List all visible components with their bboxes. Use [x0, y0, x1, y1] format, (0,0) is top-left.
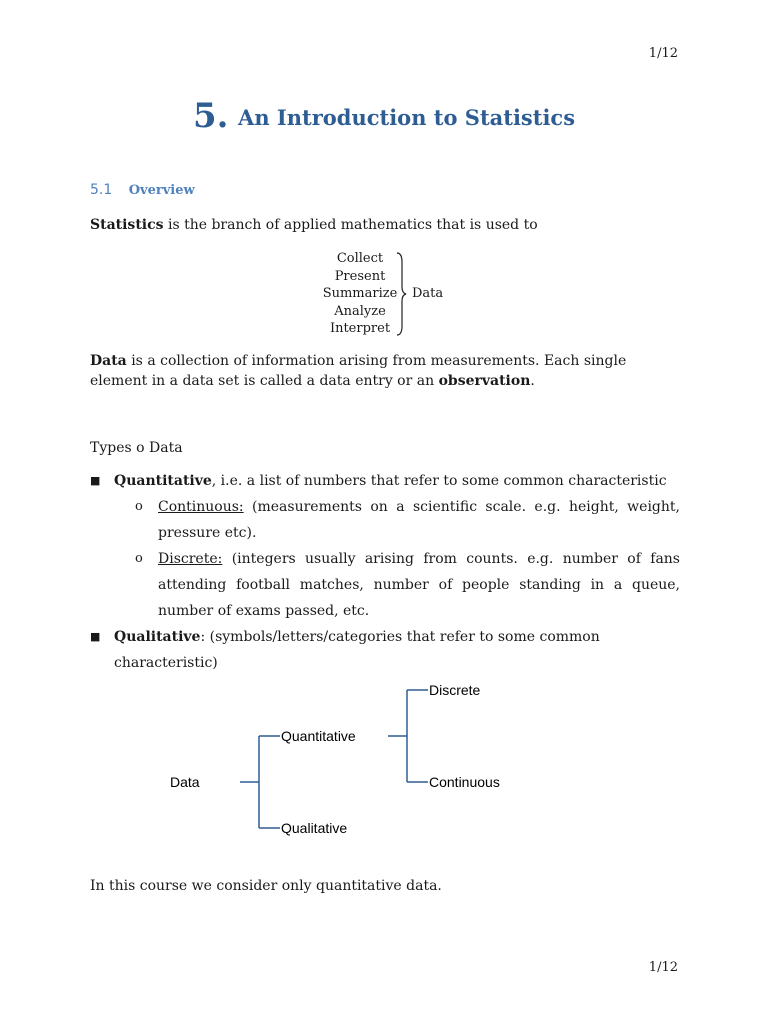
square-bullet-icon: ■ [90, 474, 101, 487]
verb-item: Interpret [329, 321, 391, 336]
closing-paragraph: In this course we consider only quantitative data. [90, 878, 442, 894]
tree-node-data: Data [170, 774, 200, 790]
page-number-bottom: 1/12 [648, 960, 678, 975]
tree-node-qualitative: Qualitative [281, 820, 348, 836]
intro-term: Statistics [90, 217, 164, 233]
circle-bullet-icon: o [135, 551, 143, 566]
definition-term: Data [90, 353, 127, 369]
verb-object: Data [412, 286, 444, 301]
verb-item: Present [334, 268, 386, 284]
verb-item: Summarize [322, 286, 398, 301]
tree-node-continuous: Continuous [429, 774, 500, 790]
page-number-top: 1/12 [648, 46, 678, 61]
section-number: 5.1 [90, 182, 113, 198]
intro-text: is the branch of applied mathematics that is used to [163, 217, 538, 233]
definition-term-observation: observation [438, 372, 531, 389]
discrete-label: Discrete: [158, 551, 223, 567]
chapter-title: An Introduction to Statistics [238, 105, 576, 130]
definition-end: . [530, 372, 535, 389]
square-bullet-icon: ■ [90, 630, 101, 643]
verb-item: Collect [336, 251, 384, 266]
tree-node-discrete: Discrete [429, 682, 481, 698]
chapter-number: 5. [192, 96, 229, 136]
quantitative-text: , i.e. a list of numbers that refer to some common characteristic [211, 473, 667, 489]
definition-text: is a collection of information arising from measurements. Each single element in a data set is called a data entry or an [90, 353, 627, 389]
circle-bullet-icon: o [135, 499, 143, 514]
verb-item: Analyze [334, 303, 386, 319]
qualitative-text: : (symbols/letters/categories that refer to some common characteristic) [114, 629, 600, 671]
continuous-label: Continuous: [158, 499, 244, 515]
tree-node-quantitative: Quantitative [281, 728, 356, 744]
section-title: Overview [128, 183, 195, 198]
continuous-text: (measurements on a scientific scale. e.g. height, weight, pressure etc). [158, 499, 680, 541]
types-heading: Types o Data [90, 440, 183, 456]
quantitative-term: Quantitative [114, 473, 212, 489]
discrete-text: (integers usually arising from counts. e.g. number of fans attending football matches, number of people standing in a queue, number of exams passed, etc. [158, 551, 680, 619]
qualitative-term: Qualitative [114, 629, 201, 645]
